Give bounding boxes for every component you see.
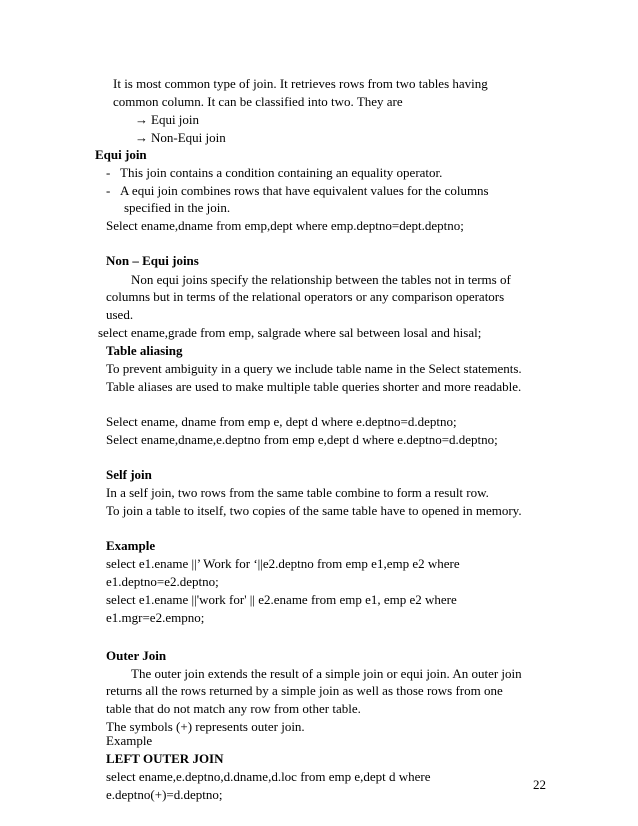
paragraph-line: returns all the rows returned by a simple join as well as those rows from one: [106, 683, 503, 698]
list-item-label: Equi join: [151, 112, 200, 127]
sql-statement: Select ename,dname from emp,dept where emp.deptno=dept.deptno;: [106, 218, 464, 233]
intro-line-2: common column. It can be classified into two. They are: [113, 94, 403, 109]
bullet-dash: -: [106, 165, 111, 180]
bullet-text: A equi join combines rows that have equivalent values for the columns: [120, 183, 489, 198]
sql-statement: select ename,e.deptno,d.dname,d.loc from emp e,dept d where: [106, 769, 431, 784]
sql-statement: Select ename,dname,e.deptno from emp e,dept d where e.deptno=d.deptno;: [106, 432, 498, 447]
sql-statement: e.deptno(+)=d.deptno;: [106, 787, 223, 802]
arrow-right-icon: →: [135, 130, 148, 145]
paragraph-line: In a self join, two rows from the same table combine to form a result row.: [106, 485, 489, 500]
list-item-label: Non-Equi join: [151, 130, 226, 145]
sql-statement: select ename,grade from emp, salgrade where sal between losal and hisal;: [98, 325, 482, 340]
page-number: 22: [533, 777, 546, 792]
bullet-item: [106, 164, 442, 181]
section-heading-left-outer-join: LEFT OUTER JOIN: [106, 751, 224, 766]
section-heading-table-aliasing: Table aliasing: [106, 343, 183, 358]
bullet-text: This join contains a condition containing an equality operator.: [120, 165, 443, 180]
bullet-dash: -: [106, 183, 111, 198]
section-heading-outer-join: Outer Join: [106, 648, 167, 663]
section-heading-non-equi-joins: Non – Equi joins: [106, 253, 199, 268]
example-heading: Example: [106, 538, 156, 553]
sql-statement: select e1.ename ||'work for' || e2.ename from emp e1, emp e2 where: [106, 592, 457, 607]
example-label: Example: [106, 733, 153, 748]
bullet-continuation: specified in the join.: [124, 200, 231, 215]
paragraph-line: Non equi joins specify the relationship between the tables not in terms of: [131, 272, 511, 287]
sql-statement: e1.mgr=e2.empno;: [106, 610, 205, 625]
list-item-equi: [135, 111, 199, 128]
sql-statement: Select ename, dname from emp e, dept d where e.deptno=d.deptno;: [106, 414, 457, 429]
paragraph-line: table that do not match any row from other table.: [106, 701, 361, 716]
bullet-item: [106, 182, 489, 199]
sql-statement: e1.deptno=e2.deptno;: [106, 574, 219, 589]
sql-statement: select e1.ename ||’ Work for ‘||e2.deptno from emp e1,emp e2 where: [106, 556, 460, 571]
section-heading-self-join: Self join: [106, 467, 152, 482]
paragraph-line: To prevent ambiguity in a query we include table name in the Select statements.: [106, 361, 522, 376]
paragraph-line: The symbols (+) represents outer join.: [106, 719, 305, 734]
paragraph-line: Table aliases are used to make multiple table queries shorter and more readable.: [106, 379, 522, 394]
section-heading-equi-join: Equi join: [95, 147, 147, 162]
arrow-right-icon: →: [135, 112, 148, 127]
list-item-nonequi: [135, 129, 226, 146]
paragraph-line: The outer join extends the result of a simple join or equi join. An outer join: [131, 666, 522, 681]
paragraph-line: used.: [106, 307, 134, 322]
paragraph-line: To join a table to itself, two copies of the same table have to opened in memory.: [106, 503, 522, 518]
paragraph-line: columns but in terms of the relational operators or any comparison operators: [106, 289, 505, 304]
intro-line-1: It is most common type of join. It retrieves rows from two tables having: [113, 76, 488, 91]
